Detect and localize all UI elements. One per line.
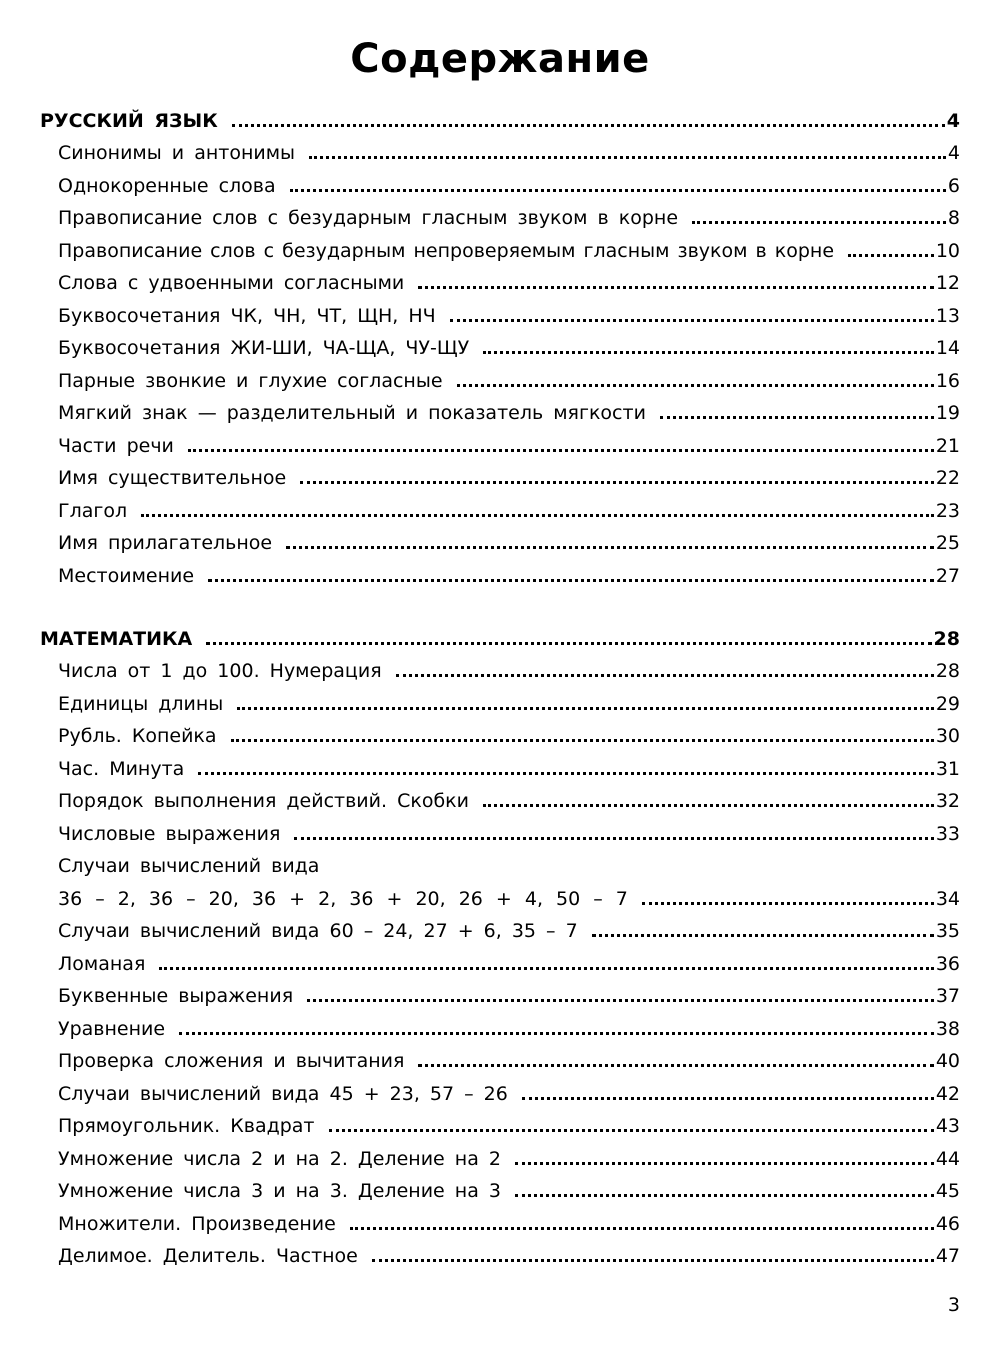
toc-entry-label: Уравнение [58, 1017, 166, 1040]
toc-page-number: 19 [935, 402, 960, 424]
toc-page-number: 40 [935, 1050, 960, 1072]
toc-page-number: 4 [946, 109, 960, 132]
toc-entry[interactable] [40, 521, 960, 554]
dot-leader [307, 999, 934, 1002]
toc-entry-label: Случаи вычислений вида [58, 855, 320, 877]
dot-leader [418, 1064, 933, 1067]
toc-heading-russian[interactable] [40, 98, 960, 131]
toc-entry-label: Порядок выполнения действий. Скобки [58, 790, 469, 812]
toc-page-number: 16 [935, 369, 960, 392]
toc-page-number: 47 [935, 1245, 960, 1267]
toc-page-number: 10 [935, 239, 960, 262]
toc-entry[interactable] [40, 649, 960, 682]
toc-page-number: 28 [933, 627, 960, 650]
toc-entry[interactable] [40, 974, 960, 1007]
toc-entry[interactable] [40, 909, 960, 942]
toc-entry[interactable] [40, 714, 960, 747]
toc-entry[interactable] [40, 941, 960, 974]
toc-page-number: 43 [935, 1115, 960, 1137]
toc-page-number: 29 [935, 692, 960, 715]
toc-entry-label: Правописание слов с безударным непроверяемым гласным звуком в корне [58, 239, 835, 262]
toc-page-number: 13 [935, 304, 960, 327]
toc-entry-label: Буквосочетания ЖИ-ШИ, ЧА-ЩА, ЧУ-ЩУ [58, 337, 470, 359]
dot-leader [232, 124, 945, 127]
dot-leader [350, 1227, 934, 1230]
page-title: Содержание [350, 36, 650, 82]
toc-entry[interactable] [40, 391, 960, 424]
toc-entry-label: Случаи вычислений вида 45 + 23, 57 – 26 [58, 1082, 508, 1105]
dot-leader [208, 579, 934, 582]
dot-leader [848, 254, 934, 257]
toc-entry[interactable] [40, 326, 960, 359]
toc-entry[interactable] [40, 1169, 960, 1202]
toc-entry-label: Числа от 1 до 100. Нумерация [58, 660, 382, 682]
toc-entry[interactable] [40, 293, 960, 326]
toc-page-number: 8 [947, 207, 960, 229]
dot-leader [206, 642, 931, 645]
toc-entry-label: Множители. Произведение [58, 1212, 336, 1235]
toc-entry[interactable] [40, 228, 960, 261]
dot-leader [179, 1032, 934, 1035]
toc-page-number: 21 [935, 434, 960, 457]
toc-entry-label: Местоимение [58, 564, 195, 587]
toc-entry-label: Имя существительное [58, 467, 287, 489]
dot-leader [515, 1162, 934, 1165]
toc-page-number: 37 [935, 985, 960, 1007]
toc-page-number: 31 [935, 757, 960, 780]
toc-entry[interactable] [40, 163, 960, 196]
toc-entry-label: Имя прилагательное [58, 532, 273, 554]
toc-entry-label: Однокоренные слова [58, 174, 276, 197]
toc-entry[interactable] [40, 456, 960, 489]
dot-leader [198, 772, 934, 775]
toc-entry[interactable] [40, 423, 960, 456]
toc-entry[interactable] [40, 261, 960, 294]
toc-page-number: 25 [935, 532, 960, 554]
toc-entry[interactable] [40, 1039, 960, 1072]
dot-leader [290, 189, 946, 192]
toc-entry[interactable] [40, 553, 960, 586]
toc-heading-label: РУССКИЙ ЯЗЫК [40, 109, 218, 132]
toc-entry[interactable] [40, 196, 960, 229]
toc-page-number: 38 [935, 1017, 960, 1040]
toc-page-number: 35 [935, 920, 960, 942]
toc-page-number: 22 [935, 467, 960, 489]
toc-entry-continued[interactable] [40, 844, 960, 877]
toc-entry[interactable] [40, 811, 960, 844]
toc-entry-label: Числовые выражения [58, 822, 281, 845]
dot-leader [286, 546, 934, 549]
toc-entry-label: Делимое. Делитель. Частное [58, 1245, 358, 1267]
dot-leader [294, 837, 933, 840]
toc-entry-label: Глагол [58, 499, 128, 522]
toc-page-number: 12 [935, 272, 960, 294]
toc-entry-label: Парные звонкие и глухие согласные [58, 369, 443, 392]
toc-entry[interactable] [40, 1234, 960, 1267]
toc-entry-label: Рубль. Копейка [58, 725, 217, 747]
dot-leader [396, 674, 934, 677]
dot-leader [457, 384, 934, 387]
toc-entry[interactable] [40, 779, 960, 812]
toc-entry[interactable] [40, 488, 960, 521]
dot-leader [592, 934, 934, 937]
dot-leader [329, 1129, 934, 1132]
dot-leader [159, 967, 933, 970]
toc-page-number: 36 [935, 952, 960, 975]
toc-page-number: 27 [935, 564, 960, 587]
dot-leader [231, 739, 934, 742]
toc-entry-label: Проверка сложения и вычитания [58, 1050, 405, 1072]
dot-leader [141, 514, 934, 517]
toc-entry-label: Правописание слов с безударным гласным звуком в корне [58, 207, 679, 229]
dot-leader [418, 286, 934, 289]
toc-entry-label: Единицы длины [58, 692, 224, 715]
dot-leader [483, 804, 934, 807]
toc-entry-label: Мягкий знак — разделительный и показатель мягкости [58, 402, 646, 424]
page-number: 3 [947, 1294, 960, 1316]
toc-page-number: 30 [935, 725, 960, 747]
toc-entry[interactable] [40, 681, 960, 714]
toc-entry[interactable] [40, 876, 960, 909]
toc-page-number: 46 [935, 1212, 960, 1235]
toc-entry-label: Ломаная [58, 952, 146, 975]
dot-leader [300, 481, 934, 484]
toc-section-math [40, 616, 960, 1266]
dot-leader [483, 351, 934, 354]
toc-entry[interactable] [40, 1071, 960, 1104]
dot-leader [188, 449, 934, 452]
toc-entry-label: Случаи вычислений вида 60 – 24, 27 + 6, 35 – 7 [58, 920, 578, 942]
toc-entry-label: Части речи [58, 434, 174, 457]
toc-entry-label: Умножение числа 2 и на 2. Деление на 2 [58, 1147, 501, 1170]
toc-entry[interactable] [40, 131, 960, 164]
toc-entry[interactable] [40, 746, 960, 779]
toc-entry[interactable] [40, 1136, 960, 1169]
toc-entry-label: Буквосочетания ЧК, ЧН, ЧТ, ЩН, НЧ [58, 304, 436, 327]
toc-entry-label: Буквенные выражения [58, 985, 294, 1007]
dot-leader [642, 902, 934, 905]
dot-leader [515, 1194, 934, 1197]
toc-entry-label: Умножение числа 3 и на 3. Деление на 3 [58, 1180, 501, 1202]
toc-page-number: 28 [935, 660, 960, 682]
toc-section-russian [40, 98, 960, 586]
toc-entry[interactable] [40, 358, 960, 391]
toc-page-number: 42 [935, 1082, 960, 1105]
toc-entry-label: Синонимы и антонимы [58, 142, 296, 164]
toc-page-number: 45 [935, 1180, 960, 1202]
toc-page-number: 32 [935, 790, 960, 812]
toc-page-number: 23 [935, 499, 960, 522]
toc-page-number: 6 [947, 174, 960, 197]
toc-page-number: 34 [935, 887, 960, 910]
toc-page-number: 14 [935, 337, 960, 359]
toc-page-number: 44 [935, 1147, 960, 1170]
dot-leader [692, 221, 946, 224]
dot-leader [450, 319, 934, 322]
toc-entry[interactable] [40, 1006, 960, 1039]
toc-entry-label: Слова с удвоенными согласными [58, 272, 405, 294]
dot-leader [237, 707, 934, 710]
toc-entry[interactable] [40, 1201, 960, 1234]
dot-leader [660, 416, 934, 419]
toc-heading-label: МАТЕМАТИКА [40, 627, 193, 650]
toc-heading-math[interactable] [40, 616, 960, 649]
toc-entry-label: Прямоугольник. Квадрат [58, 1115, 315, 1137]
dot-leader [309, 156, 946, 159]
toc-entry-label: 36 – 2, 36 – 20, 36 + 2, 36 + 20, 26 + 4, 50 – 7 [58, 887, 628, 910]
toc-entry-label: Час. Минута [58, 757, 185, 780]
toc-page-number: 4 [947, 142, 960, 164]
toc-entry[interactable] [40, 1104, 960, 1137]
dot-leader [372, 1259, 934, 1262]
dot-leader [522, 1097, 934, 1100]
toc-page-number: 33 [935, 822, 960, 845]
